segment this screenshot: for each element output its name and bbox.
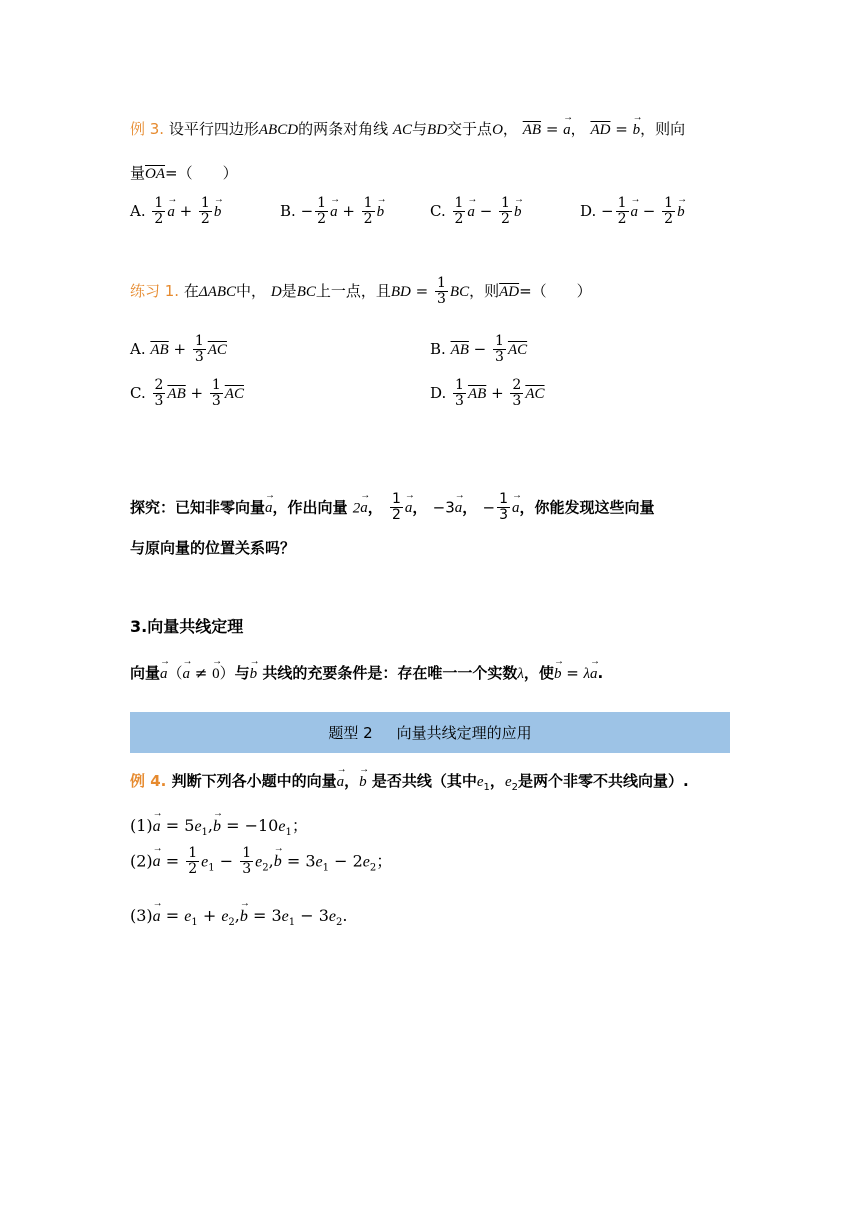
example4-item3: $(3)\to a = e_1 + e_2,\to b = 3e_1 - 3e_2$. (130, 902, 347, 928)
practice1-option-b: B. $\overline{AB}$ − $\frac{1}{3}$ $\overline{AC}$ (430, 333, 528, 366)
example3-line2: 量$\overline{OA}=$（ ） (130, 164, 238, 182)
banner-title: 向量共线定理的应用 (396, 724, 532, 742)
practice1-option-c: C. $\frac{2}{3}$ $\overline{AB}$ + $\frac{1}{3}$ $\overline{AC}$ (130, 377, 244, 410)
question-type-banner (130, 712, 730, 753)
example3-label: 例 3. (130, 120, 165, 138)
explore-line2: 与原向量的位置关系吗？ (130, 539, 296, 557)
example3-line1: 例 3. 设平行四边形ABCD的两条对角线 AC与BD交于点O， $\overline{AB}$ = → a， $\overline{AD}$ = → b，则向 (130, 116, 685, 139)
example3-option-d: D. − $\frac{1}{2}$ → a − $\frac{1}{2}$ → b (580, 196, 685, 228)
example4-item1: $(1)\to a = 5e_1,\to b = -10e_1$； (130, 812, 308, 838)
example3-option-c: C. $\frac{1}{2}$ → a − $\frac{1}{2}$ → b (430, 196, 521, 228)
example3-option-a: A. $\frac{1}{2}$ → a + $\frac{1}{2}$ → b (130, 196, 221, 228)
practice1-question: 练习 1. 在ΔABC中， D是BC上一点，且BD = $\frac{1}{3}$ BC，则$\overline{AD}=$（ ） (130, 275, 592, 308)
practice1-option-a: A. $\overline{AB}$ + $\frac{1}{3}$ $\overline{AC}$ (130, 333, 227, 366)
section3-theorem: 向量→ a（→ a ≠ → 0）与→ b 共线的充要条件是：存在唯一一个实数λ，使→ b = λ→ a. (130, 660, 603, 683)
example4-item2: (2)→ a = $\frac{1}{2}$ $e_1$ − $\frac{1}{3}$ $e_2,\to b = 3e_1 - 2e_2$； (130, 846, 392, 878)
banner-type: 题型 2 (328, 724, 373, 742)
section3-heading: 3.向量共线定理 (130, 617, 244, 636)
example4-question: 例 4. 判断下列各小题中的向量→ a，→ b 是否共线（其中$e_1$，$e_2$是两个非零不共线向量）. (130, 768, 689, 793)
example3-option-b: B. − $\frac{1}{2}$ → a + $\frac{1}{2}$ → b (280, 196, 384, 228)
practice1-option-d: D. $\frac{1}{3}$ $\overline{AB}$ + $\frac{2}{3}$ $\overline{AC}$ (430, 377, 545, 410)
explore-line1: 探究：已知非零向量→ a，作出向量 2→ a， $\frac{1}{2}$ → a， −3→ a， − $\frac{1}{3}$ → a，你能发现这些向量 (130, 492, 655, 524)
